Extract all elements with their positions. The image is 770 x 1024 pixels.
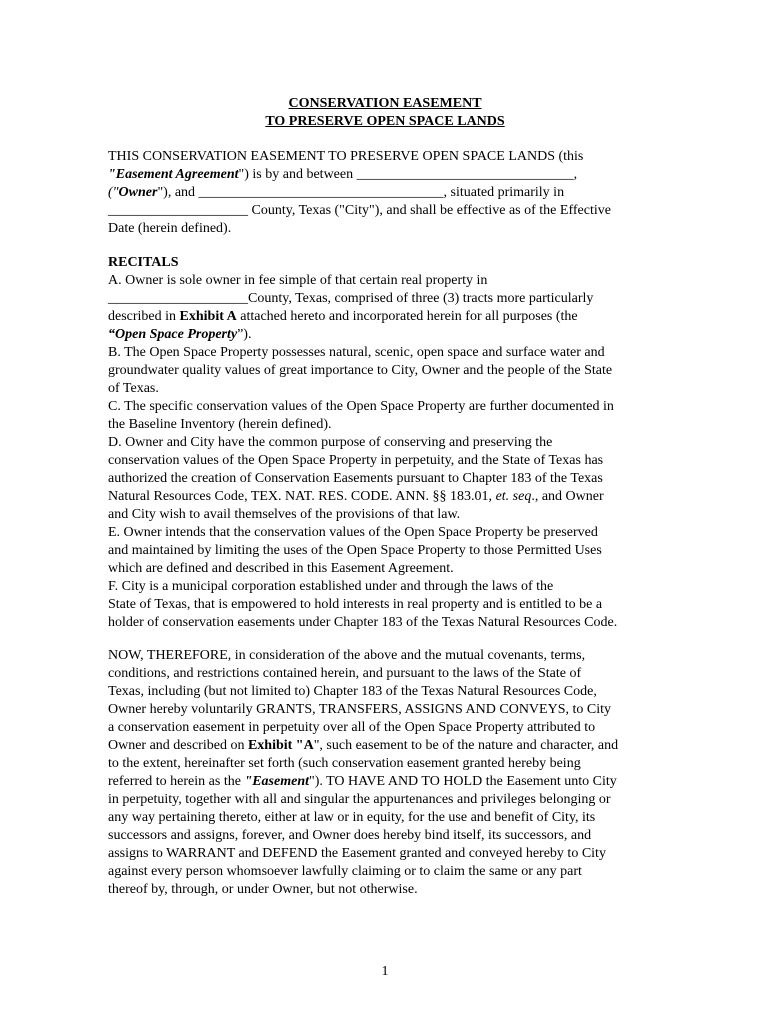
document-title-line-2: TO PRESERVE OPEN SPACE LANDS: [265, 114, 505, 129]
grant-line: [108, 701, 611, 719]
recital-line: [108, 272, 487, 290]
text-run: attached hereto and incorporated herein for all purposes (the: [236, 309, 578, 324]
text-run: any way pertaining thereto, either at law or in equity, for the use and benefit of City, its: [108, 810, 596, 825]
text-run: Texas, including (but not limited to) Chapter 183 of the Texas Natural Resources Code,: [108, 684, 597, 699]
text-run: Date (herein defined).: [108, 221, 232, 236]
text-run: in perpetuity, together with all and singular the appurtenances and privileges belonging or: [108, 792, 611, 807]
recital-line: [108, 578, 553, 596]
recitals-heading: RECITALS: [108, 255, 179, 270]
document-title-line-1: CONSERVATION EASEMENT: [288, 96, 482, 111]
recital-line: [108, 344, 605, 362]
text-run: ", such easement to be of the nature and character, and: [313, 738, 619, 753]
text-run: a conservation easement in perpetuity over all of the Open Space Property attributed to: [108, 720, 596, 735]
grant-line: [108, 755, 581, 773]
text-run: "). TO HAVE AND TO HOLD the Easement unto City: [309, 774, 617, 789]
text-run: ") is by and between _______________________________,: [238, 167, 578, 182]
text-run: E. Owner intends that the conservation values of the Open Space Property be preserved: [108, 525, 598, 540]
text-run: "Easement: [244, 774, 309, 789]
recital-line: [108, 452, 603, 470]
text-run: conditions, and restrictions contained herein, and pursuant to the laws of the State of: [108, 666, 582, 681]
text-run: authorized the creation of Conservation Easements pursuant to Chapter 183 of the Texas: [108, 471, 603, 486]
recital-line: [108, 398, 614, 416]
intro-line: [108, 184, 564, 202]
grant-line: [108, 791, 611, 809]
grant-line: [108, 881, 418, 899]
text-run: and maintained by limiting the uses of the Open Space Property to those Permitted Uses: [108, 543, 602, 558]
text-run: "), and ___________________________________, situated primarily in: [157, 185, 565, 200]
text-run: described in: [108, 309, 180, 324]
grant-line: [108, 719, 595, 737]
text-run: Natural Resources Code, TEX. NAT. RES. CODE. ANN. §§ 183.01,: [108, 489, 496, 504]
grant-line: [108, 845, 606, 863]
text-run: of Texas.: [108, 381, 159, 396]
grant-line: [108, 809, 595, 827]
recital-line: [108, 596, 602, 614]
recital-line: [108, 614, 617, 632]
recital-line: [108, 326, 251, 344]
page-number: 1: [381, 964, 389, 979]
text-run: A. Owner is sole owner in fee simple of that certain real property in: [108, 273, 488, 288]
text-run: (": [108, 185, 119, 200]
intro-line: [108, 166, 577, 184]
recital-line: [108, 470, 603, 488]
recital-line: [108, 416, 332, 434]
text-run: ____________________County, Texas, comprised of three (3) tracts more particularly: [108, 291, 594, 306]
text-run: NOW, THEREFORE, in consideration of the above and the mutual covenants, terms,: [108, 648, 586, 663]
text-run: ., and Owner: [531, 489, 604, 504]
text-run: F. City is a municipal corporation established under and through the laws of the: [108, 579, 554, 594]
recital-line: [108, 434, 552, 452]
intro-line: [108, 220, 231, 238]
text-run: “Open Space Property: [108, 327, 238, 342]
text-run: Exhibit "A: [247, 738, 314, 753]
text-run: successors and assigns, forever, and Owner does hereby bind itself, its successors, and: [108, 828, 592, 843]
grant-line: [108, 863, 582, 881]
intro-line: [108, 148, 583, 166]
recital-line: [108, 380, 159, 398]
text-run: referred to herein as the: [108, 774, 245, 789]
text-run: holder of conservation easements under Chapter 183 of the Texas Natural Resources Code.: [108, 615, 618, 630]
text-run: ____________________ County, Texas ("City"), and shall be effective as of the Effective: [108, 203, 611, 218]
text-run: groundwater quality values of great importance to City, Owner and the people of the State: [108, 363, 613, 378]
text-run: assigns to WARRANT and DEFEND the Easement granted and conveyed hereby to City: [108, 846, 606, 861]
intro-line: [108, 202, 611, 220]
recital-line: [108, 542, 602, 560]
recital-line: [108, 488, 604, 506]
text-run: against every person whomsoever lawfully claiming or to claim the same or any part: [108, 864, 582, 879]
recital-line: [108, 362, 612, 380]
text-run: Exhibit A: [179, 309, 237, 324]
text-run: to the extent, hereinafter set forth (such conservation easement granted hereby being: [108, 756, 581, 771]
text-run: "Easement Agreement: [108, 167, 239, 182]
text-run: Owner hereby voluntarily GRANTS, TRANSFERS, ASSIGNS AND CONVEYS, to City: [108, 702, 611, 717]
text-run: the Baseline Inventory (herein defined).: [108, 417, 332, 432]
text-run: Owner and described on: [108, 738, 248, 753]
text-run: D. Owner and City have the common purpose of conserving and preserving the: [108, 435, 553, 450]
grant-line: [108, 827, 591, 845]
text-run: thereof by, through, or under Owner, but not otherwise.: [108, 882, 418, 897]
recital-line: [108, 308, 578, 326]
text-run: ”).: [237, 327, 252, 342]
recital-line: [108, 290, 593, 308]
text-run: conservation values of the Open Space Property in perpetuity, and the State of Texas has: [108, 453, 604, 468]
grant-line: [108, 665, 581, 683]
text-run: and City wish to avail themselves of the provisions of that law.: [108, 507, 461, 522]
recital-line: [108, 560, 454, 578]
text-run: B. The Open Space Property possesses natural, scenic, open space and surface water and: [108, 345, 605, 360]
text-run: which are defined and described in this Easement Agreement.: [108, 561, 454, 576]
text-run: C. The specific conservation values of the Open Space Property are further documented in: [108, 399, 614, 414]
text-run: Owner: [118, 185, 158, 200]
grant-line: [108, 647, 585, 665]
grant-line: [108, 737, 618, 755]
grant-line: [108, 683, 597, 701]
recital-line: [108, 506, 460, 524]
text-run: THIS CONSERVATION EASEMENT TO PRESERVE OPEN SPACE LANDS (this: [108, 149, 584, 164]
grant-line: [108, 773, 617, 791]
text-run: et. seq: [495, 489, 532, 504]
text-run: State of Texas, that is empowered to hold interests in real property and is entitled to be a: [108, 597, 603, 612]
recital-line: [108, 524, 598, 542]
